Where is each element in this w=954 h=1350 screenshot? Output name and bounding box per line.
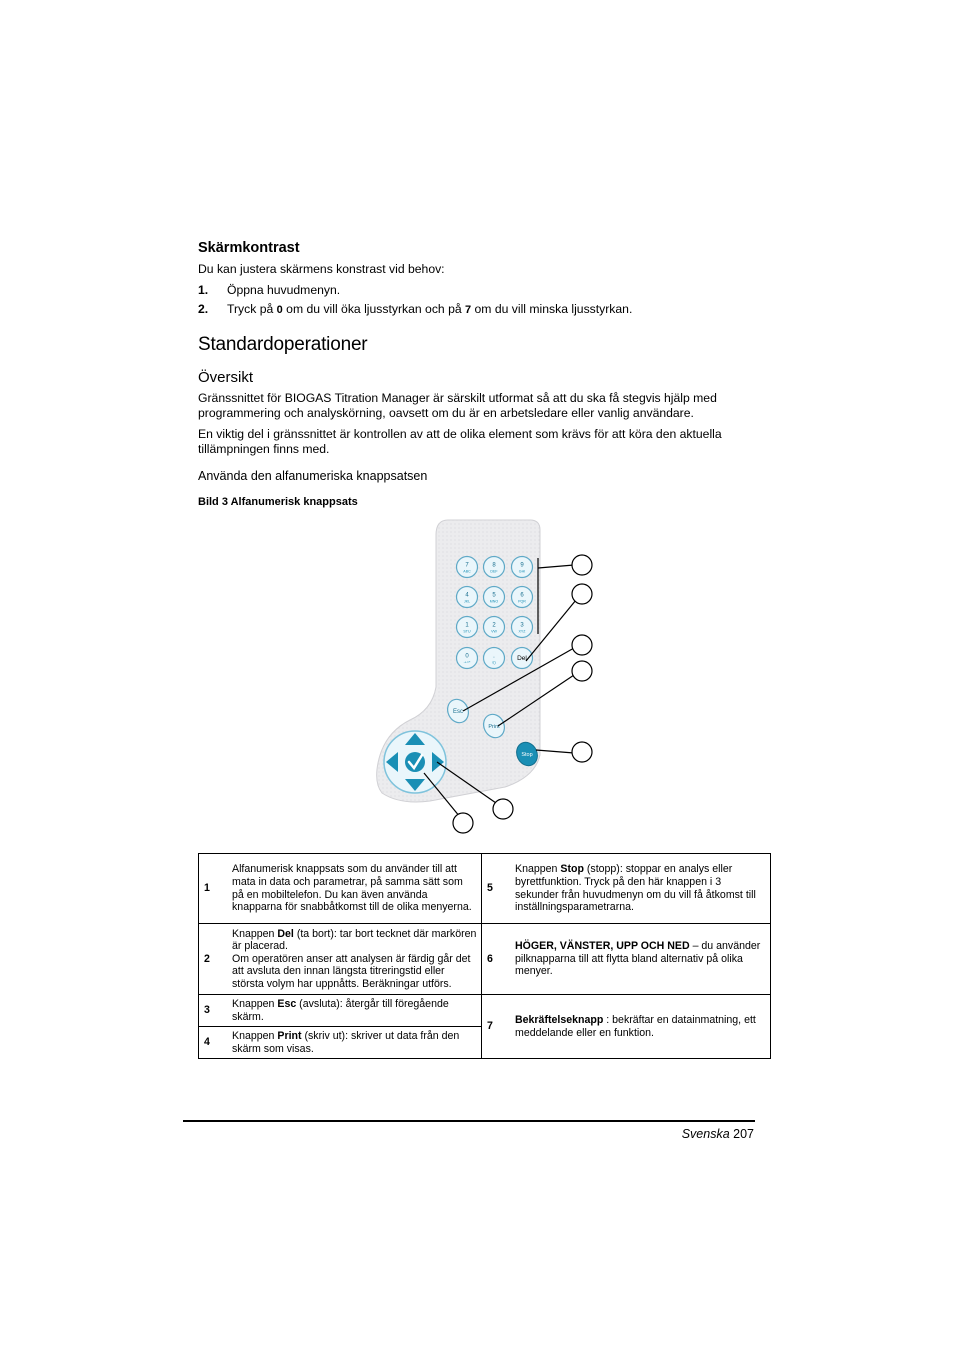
key-digit: 2 [492,622,496,629]
key-3[interactable] [512,617,533,638]
esc-key-label: Esc [452,709,464,715]
key-digit: 4 [465,592,469,599]
step-text [227,302,632,318]
key-letters: PQR [518,599,526,604]
legend-text-part: : bekräftar en datainmatning, ett meddelande eller en funktion. [515,1014,756,1039]
key-letters: VW [491,629,497,634]
key-digit: 9 [520,562,524,569]
legend-text-part: (skriv ut): skriver ut data från den skärm som visas. [232,1030,460,1055]
legend-text [228,1027,482,1059]
figure-caption: Bild 3 Alfanumerisk knappsats [198,496,358,508]
legend-number: 4 [199,1027,229,1059]
legend-keyword: HÖGER, VÄNSTER, UPP OCH NED [515,940,690,953]
key-letters: STU [463,629,471,634]
step-text-part: Tryck på [227,302,277,316]
key-digit: 5 [492,592,496,599]
legend-number: 7 [482,995,512,1059]
step-text-part: om du vill öka ljusstyrkan och på [282,302,466,316]
legend-number: 1 [199,854,229,924]
legend-text-part: (ta bort): tar bort tecknet där markören är placerad. [232,927,477,953]
legend-text [228,924,482,995]
key-6[interactable] [512,587,533,608]
key-letters: /() [492,660,496,665]
legend-text [228,995,482,1027]
key-del[interactable] [512,648,533,669]
step-text-part: om du vill minska ljusstyrkan. [471,302,633,316]
legend-table [198,853,771,1059]
key-digit: 8 [492,562,496,569]
legend-text-part: (stopp): stoppar en analys eller byrettfunktion. Tryck på den här knappen i 3 sekunder från huvudmenyn om du vill få åtkomst till inställningsparametrarna. [515,863,756,914]
legend-text-part: Knappen [232,1030,278,1043]
navigation-cluster [384,731,446,793]
legend-number: 3 [199,995,229,1027]
key-0[interactable] [457,648,478,669]
key-digit: . [493,653,495,660]
key-digit: Del [517,655,527,662]
legend-keyword: Del [277,927,294,940]
key-zero: 0 [276,304,283,316]
key-1[interactable] [457,617,478,638]
key-letters: ABC [463,569,471,574]
legend-number: 5 [482,854,512,924]
legend-text [511,995,771,1059]
key-seven: 7 [465,304,472,316]
overview-paragraph-2: En viktig del i gränssnittet är kontrollen av att de olika element som krävs för att köra den aktuella tillämpningen finns med. [198,427,722,456]
key-dot[interactable] [484,648,505,669]
key-letters: JKL [463,599,471,604]
key-9[interactable] [512,557,533,578]
subsection-heading-keypad: Använda den alfanumeriska knappsatsen [198,469,428,483]
keypad-figure [370,515,600,840]
legend-text [511,924,771,995]
legend-number: 6 [482,924,512,995]
key-letters: GHI [518,569,526,574]
key-5[interactable] [484,587,505,608]
footer-rule [183,1120,755,1122]
section-heading-screen-contrast: Skärmkontrast [198,240,300,256]
legend-keyword: Esc [277,998,297,1010]
key-8[interactable] [484,557,505,578]
screen-contrast-intro: Du kan justera skärmens konstrast vid behov: [198,262,445,276]
key-digit: 1 [465,622,469,629]
legend-keyword: Print [277,1030,302,1043]
legend-number: 2 [199,924,229,995]
legend-text-part: Alfanumerisk knappsats som du använder till att mata in data och parametrar, på samma sätt som på en mobiltelefon. Du kan även använda knapparna för snabbåtkomst till de olika menyerna. [232,863,472,914]
legend-text [511,854,771,924]
legend-text-part: Knappen [515,863,561,876]
print-key-label: Print [488,724,500,730]
key-letters: MNO [489,599,499,604]
overview-paragraph-1: Gränssnittet för BIOGAS Titration Manager är särskilt utformat så att du ska få stegvis hjälp med programmering och analyskörning, oavsett om du är en arbetsledare eller vanlig användare. [198,391,717,420]
key-digit: 6 [520,592,524,599]
legend-text-part: (avsluta): återgår till föregående skärm. [232,998,449,1023]
legend-text-part: – du använder pilknapparna till att flytta bland alternativ på olika menyer. [515,940,761,978]
key-letters: XYZ [518,629,526,634]
key-digit: 7 [465,562,469,569]
key-letters: -+=* [463,660,471,665]
step-text: Öppna huvudmenyn. [227,283,341,297]
page-footer [682,1127,754,1141]
key-7[interactable] [457,557,478,578]
step-number: 2. [198,302,209,316]
legend-text [228,854,482,924]
legend-keyword: Bekräftelseknapp [515,1014,604,1027]
footer-language: Svenska [681,1127,730,1141]
step-number: 1. [198,283,209,297]
legend-text-part: Knappen [232,927,278,940]
legend-text-part: Knappen [232,998,278,1010]
section-heading-standard-operations: Standardoperationer [198,334,368,355]
subsection-heading-overview: Översikt [198,369,254,386]
stop-key-label: Stop [521,752,533,758]
page-number: 207 [733,1127,754,1141]
legend-keyword: Stop [560,863,584,876]
key-4[interactable] [457,587,478,608]
key-digit: 3 [520,622,524,629]
key-digit: 0 [465,653,469,660]
key-2[interactable] [484,617,505,638]
key-letters: DEF [490,569,498,574]
legend-text-part: Om operatören anser att analysen är färdig går det att avsluta den innan längsta titreringstid eller största volym har uppnåtts. Beräkningar utförs. [232,952,471,990]
